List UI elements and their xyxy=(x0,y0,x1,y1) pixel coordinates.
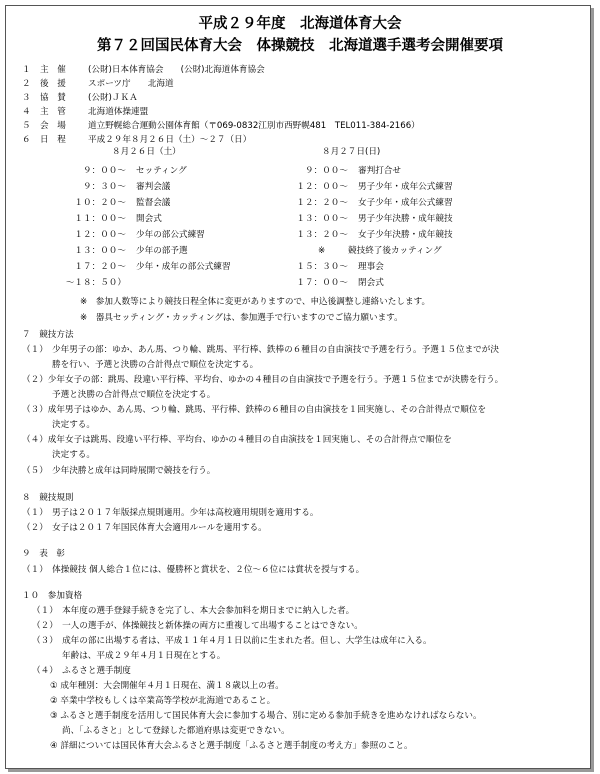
section-row xyxy=(22,77,174,89)
day1-event: 少年・成年の部公式練習 xyxy=(136,262,231,272)
day2-time: １３：２０～ xyxy=(296,230,348,240)
section9-heading: ９ 表 彰 xyxy=(22,549,65,559)
day1-header: ８月２６日（土） xyxy=(112,147,181,157)
day2-event: 男子少年決勝・成年競技 xyxy=(358,214,453,224)
note-line: ※ 器具セッティング・カッティングは、参加選手で行いますのでご協力願います。 xyxy=(80,313,403,323)
day2-item xyxy=(282,276,384,288)
section-row xyxy=(22,91,138,103)
section-label: 主 管 xyxy=(40,107,66,117)
section7-line: （４）成年女子は跳馬、段違い平行棒、平均台、ゆかの４種目の自由演技を１回実施し、その合計得点で順位を xyxy=(22,435,452,445)
section10-line: （４） ふるさと選手制度 xyxy=(32,666,131,676)
section10-line: （３） 成年の部に出場する者は、平成１１年４月１日以前に生まれた者。但し、大学生は成年に入る。 xyxy=(32,636,432,646)
section-num: ２ xyxy=(22,79,31,89)
day1-item xyxy=(60,260,231,272)
day1-event: 監督会議 xyxy=(136,198,171,208)
section-label: 会 場 xyxy=(40,121,66,131)
day2-event: 女子少年決勝・成年競技 xyxy=(358,230,453,240)
section-label: 主 催 xyxy=(40,65,66,75)
section10-heading: １０ 参加資格 xyxy=(22,591,83,601)
section-num: ５ xyxy=(22,121,31,131)
day1-time: １０：２０～ xyxy=(74,198,126,208)
day1-event: 少年の部公式練習 xyxy=(136,230,205,240)
section10-line: 尚、「ふるさと」として登録した都道府県は変更できない。 xyxy=(62,726,290,736)
section-num: １ xyxy=(22,65,31,75)
section7-line: （３）成年男子はゆか、あん馬、つり輪、跳馬、平行棒、鉄棒の６種目の自由演技を１回実施し、その合計得点で順位を xyxy=(22,405,487,415)
day2-item xyxy=(282,180,453,192)
section-value: 平成２９年８月２６日（土）～２７（日） xyxy=(88,135,252,145)
day1-item xyxy=(60,164,187,176)
section-row xyxy=(22,133,251,145)
section7-line: 決定する。 xyxy=(52,420,95,430)
title-line-1: 平成２９年度 北海道体育大会 xyxy=(198,16,402,32)
section-row xyxy=(22,63,265,75)
day1-time: ～１８：５０） xyxy=(65,278,126,288)
day2-event: 審判打合せ xyxy=(358,166,401,176)
day2-time: １２：２０～ xyxy=(296,198,348,208)
section10-line: ④ 詳細については国民体育大会ふるさと選手制度「ふるさと選手制度の考え方」参照のこと。 xyxy=(50,741,413,751)
section8-line: （２） 女子は２０１７年国民体育大会適用ルールを適用する。 xyxy=(22,523,267,533)
day1-event: 審判会議 xyxy=(136,182,171,192)
day1-time: １１：００～ xyxy=(74,214,126,224)
day1-time: ９：３０～ xyxy=(83,182,126,192)
section-label: 協 賛 xyxy=(40,93,66,103)
day2-event: 閉会式 xyxy=(358,278,384,288)
day2-time: １５：３０～ xyxy=(296,262,348,272)
section-num: ３ xyxy=(22,93,31,103)
day2-item xyxy=(282,260,384,272)
section-label: 日 程 xyxy=(40,135,66,145)
title-line-2: 第７２回国民体育大会 体操競技 北海道選手選考会開催要項 xyxy=(97,38,503,54)
day1-time: １３：００～ xyxy=(74,246,126,256)
section7-line: 決定する。 xyxy=(52,450,95,460)
day2-item xyxy=(282,228,453,240)
day2-time: １２：００～ xyxy=(296,182,348,192)
day1-item xyxy=(60,180,170,192)
day2-item xyxy=(282,196,453,208)
section-num: ６ xyxy=(22,135,31,145)
section-row xyxy=(22,105,148,117)
day1-time: １７：２０～ xyxy=(74,262,126,272)
day2-time: １３：００～ xyxy=(296,214,348,224)
section7-heading: ７ 競技方法 xyxy=(22,330,74,340)
section-value: スポーツ庁 北海道 xyxy=(88,79,174,89)
day2-header: ８月２７日(日) xyxy=(322,147,381,157)
section-value: 北海道体操連盟 xyxy=(88,107,149,117)
section9-line: （１） 体操競技 個人総合１位には、優勝杯と賞状を、２位～６位には賞状を授与する。 xyxy=(22,565,365,575)
section7-line: （２）少年女子の部：跳馬、段違い平行棒、平均台、ゆかの４種目の自由演技で予選を行う。予選１５位までが決勝を行う。 xyxy=(22,375,504,385)
day1-time: １２：００～ xyxy=(74,230,126,240)
section10-line: ① 成年種別：大会開催年４月１日現在、満１８歳以上の者。 xyxy=(50,681,284,691)
day2-item xyxy=(282,212,453,224)
section10-line: 年齢は、平成２９年４月１日現在とする。 xyxy=(62,651,226,661)
day2-time: ９：００～ xyxy=(305,166,348,176)
section10-line: （２） 一人の選手が、体操競技と新体操の両方に重複して出場することはできない。 xyxy=(32,621,363,631)
day2-event: 男子少年・成年公式練習 xyxy=(358,182,453,192)
day1-event: 開会式 xyxy=(136,214,162,224)
section10-line: ② 卒業中学校もしくは卒業高等学校が北海道であること。 xyxy=(50,696,276,706)
day1-item xyxy=(60,244,188,256)
day2-event: 理事会 xyxy=(358,262,384,272)
day2-time: ※ xyxy=(318,246,326,256)
day1-event: 少年の部予選 xyxy=(136,246,188,256)
day1-event: セッティング xyxy=(136,166,187,176)
day1-item xyxy=(60,228,205,240)
day2-time: １７：００～ xyxy=(296,278,348,288)
section7-line: （１） 少年男子の部：ゆか、あん馬、つり輪、跳馬、平行棒、鉄棒の６種目の自由演技で予選を行う。予選１５位までが決 xyxy=(22,345,499,355)
section7-line: 予選と決勝の合計得点で順位を決定する。 xyxy=(52,390,216,400)
section10-line: ③ ふるさと選手制度を活用して国民体育大会に参加する場合、別に定める参加手続きを進めなければならない。 xyxy=(50,711,482,721)
day1-item xyxy=(60,196,170,208)
section-num: ４ xyxy=(22,107,31,117)
section8-line: （１） 男子は２０１７年版採点規則適用。少年は高校適用規則を適用する。 xyxy=(22,508,319,518)
day2-item xyxy=(282,244,442,256)
note-line: ※ 参加人数等により競技日程全体に変更がありますので、申込後調整し連絡いたします。 xyxy=(80,297,431,307)
section7-line: 勝を行い、予選と決勝の合計得点で順位を決定する。 xyxy=(52,360,259,370)
section7-line: （５） 少年決勝と成年は同時展開で競技を行う。 xyxy=(22,466,216,476)
day1-item xyxy=(60,276,136,288)
section-value: 道立野幌総合運動公園体育館（〒069-0832江別市西野幌481 TEL011-384-2166） xyxy=(88,121,420,131)
day2-event: 女子少年・成年公式練習 xyxy=(358,198,453,208)
section-value: (公財)ＪＫＡ xyxy=(88,93,138,103)
day2-event: 競技終了後カッティング xyxy=(348,246,442,256)
day1-item xyxy=(60,212,162,224)
section-row xyxy=(22,119,420,131)
section-label: 後 援 xyxy=(40,79,66,89)
section-value: (公財)日本体育協会 (公財)北海道体育協会 xyxy=(88,65,265,75)
day2-item xyxy=(282,164,401,176)
section8-heading: ８ 競技規則 xyxy=(22,493,74,503)
day1-time: ９：００～ xyxy=(83,166,126,176)
section10-line: （１） 本年度の選手登録手続きを完了し、本大会参加料を期日までに納入した者。 xyxy=(32,606,355,616)
